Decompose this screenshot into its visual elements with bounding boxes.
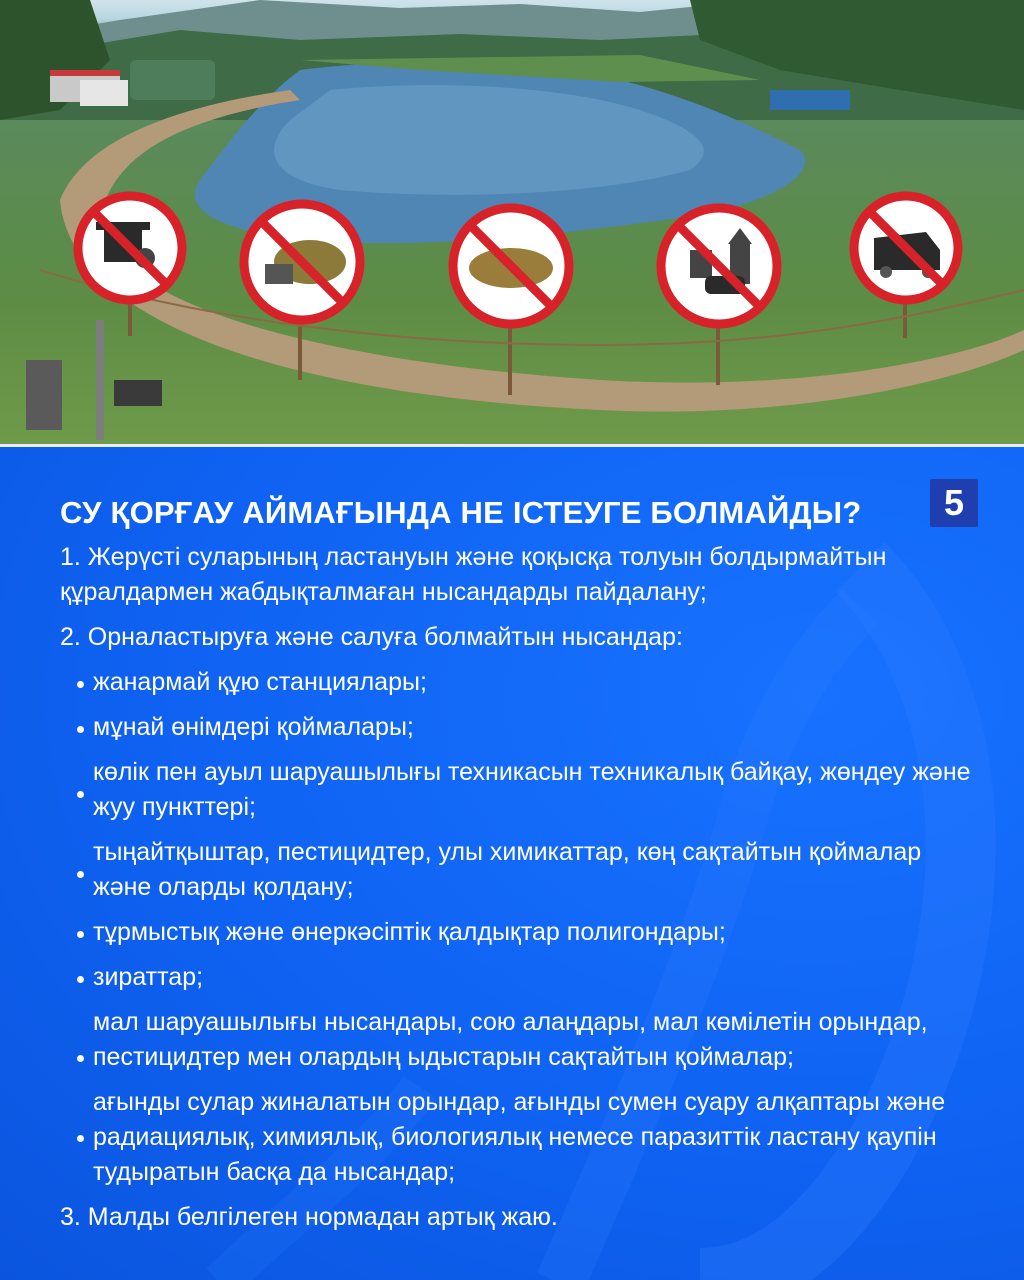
bullet-icon [77, 931, 84, 938]
bullet-icon [77, 871, 84, 878]
list-item: жанармай құю станциялары; [60, 665, 980, 700]
vehicle-wash-sign-icon [854, 196, 958, 300]
bullet-icon [77, 976, 84, 983]
bullet-icon [77, 1055, 84, 1062]
list-item: ағынды сулар жиналатын орындар, ағынды сумен суару алқаптары және радиациялық, химиялық, биологиялық немесе паразиттік ластану қаупін тудыратын басқа да нысандар; [60, 1085, 980, 1190]
fertilizer-sign-icon [453, 208, 569, 324]
bullet-icon [77, 1135, 84, 1142]
lake-illustration [0, 0, 1024, 444]
rules-content [60, 540, 980, 1245]
rule-item-2: 2. Орналастыруға және салуға болмайтын нысандар: [60, 623, 683, 651]
list-item: мұнай өнімдері қоймалары; [60, 710, 980, 745]
bullet-icon [77, 726, 84, 733]
list-item: тыңайтқыштар, пестицидтер, улы химикаттар, көң сақтайтын қоймалар және оларды қолдану; [60, 835, 980, 905]
rule-item-3: 3. Малды белгілеген нормадан артық жаю. [60, 1203, 558, 1231]
list-item: мал шаруашылығы нысандары, сою алаңдары, мал көмілетін орындар, пестицидтер мен олардың ыдыстарын сақтайтын қоймалар; [60, 1005, 980, 1075]
bullet-icon [77, 791, 84, 798]
info-panel [0, 444, 1024, 1280]
oil-storage-sign-icon [244, 204, 360, 320]
list-item: тұрмыстық және өнеркәсіптік қалдықтар полигондары; [60, 915, 980, 950]
list-item: көлік пен ауыл шаруашылығы техникасын техникалық байқау, жөндеу және жуу пункттері; [60, 755, 980, 825]
lake-scene-svg [0, 0, 1024, 444]
bullet-icon [77, 681, 84, 688]
livestock-sign-icon [661, 208, 777, 324]
page-title: СУ ҚОРҒАУ АЙМАҒЫНДА НЕ ІСТЕУГЕ БОЛМАЙДЫ? [60, 495, 862, 530]
prohibited-objects-list [60, 665, 980, 1190]
page-number-badge: 5 [930, 479, 978, 527]
gas-station-sign-icon [78, 196, 182, 300]
list-item: зираттар; [60, 960, 980, 995]
rule-item-1: 1. Жерүсті суларының ластануын және қоқысқа толуын болдырмайтын құралдармен жабдықталмаған нысандарды пайдалану; [60, 543, 887, 606]
